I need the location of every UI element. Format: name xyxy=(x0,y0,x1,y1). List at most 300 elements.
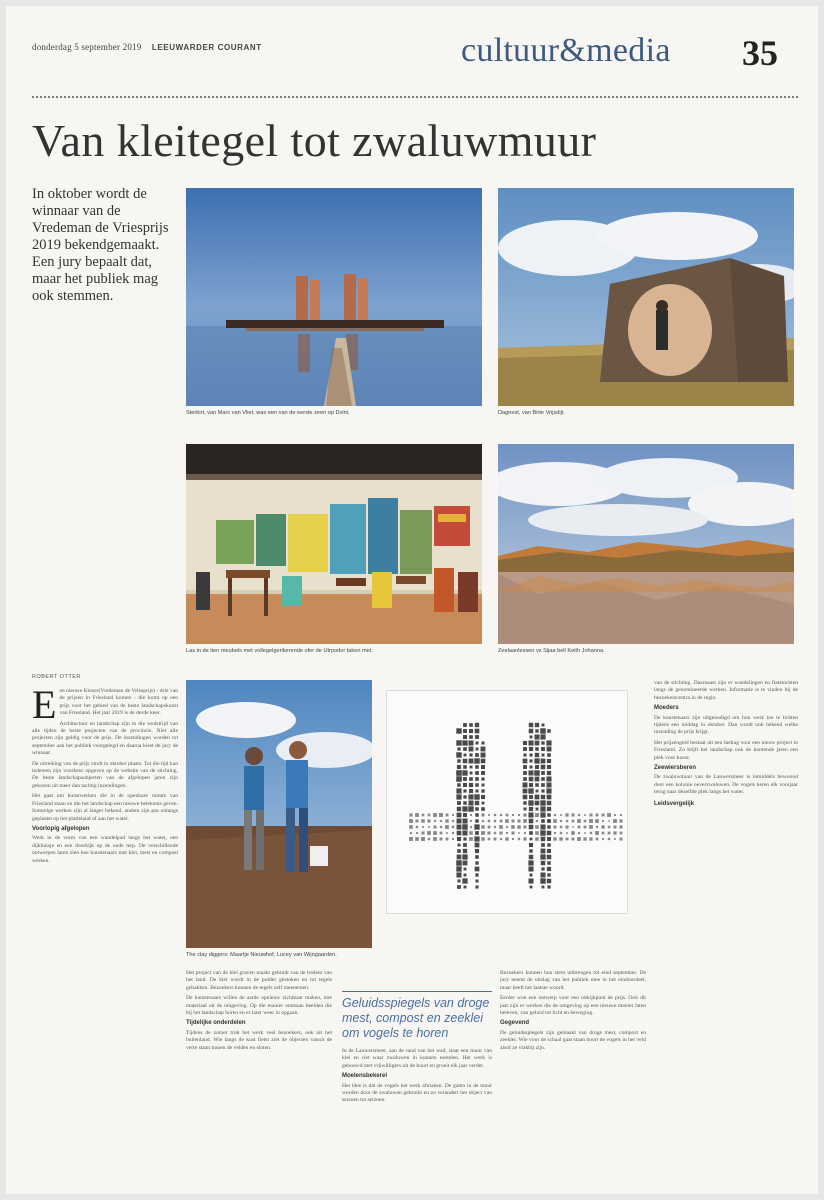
halftone-dot xyxy=(474,836,479,841)
halftone-dot xyxy=(462,824,467,829)
halftone-dot xyxy=(481,831,485,835)
halftone-dot xyxy=(482,820,484,822)
halftone-dot xyxy=(619,837,622,840)
halftone-dot xyxy=(462,740,467,745)
halftone-dot xyxy=(464,886,467,889)
halftone-dot xyxy=(511,825,515,829)
halftone-dot xyxy=(518,838,520,840)
halftone-dot xyxy=(475,819,478,822)
halftone-dot xyxy=(469,753,472,756)
halftone-dot xyxy=(523,801,526,804)
article-byline: ROBERT OTTER xyxy=(32,674,81,680)
column-paragraph: Het idee is dat de vogels het werk afmaken. De gaten in de muur worden door de zwaluwen gebruikt en zo verandert het object van seizoen tot seizoen. xyxy=(342,1082,492,1104)
column-paragraph: en nieuwe Kiezer(Vredeman de Vriesprijs) - drie van de prijzen in Friesland komen - die komt op een prijs voor het gebied van de beste landschapskunst van Friesland. Het jaar 2019 is de derde keer. xyxy=(59,688,178,717)
furniture-room-image xyxy=(186,444,482,644)
halftone-dot xyxy=(608,832,611,835)
halftone-dot xyxy=(481,753,486,758)
halftone-dot xyxy=(535,783,539,787)
halftone-dot xyxy=(500,820,503,823)
halftone-dot xyxy=(547,759,551,763)
halftone-dot xyxy=(488,814,490,816)
stone-wall-image xyxy=(498,188,794,406)
photo-halftone-figures xyxy=(386,690,628,914)
halftone-dot xyxy=(566,832,568,834)
halftone-dot xyxy=(535,801,540,806)
column-paragraph: De geluidsspiegels zijn gemaakt van droge mest, compost en zeeklei. Wie voor de schaal gaat staan hoort de vogels in het veld alsof ze vlakbij zijn. xyxy=(500,1029,646,1051)
column-paragraph: Het prijzengeld bestaat uit een bedrag voor een nieuw project in Friesland. Zo blijft het landschap ook de komende jaren een plek voor kunst. xyxy=(654,739,798,761)
halftone-dot xyxy=(547,801,552,806)
halftone-dot xyxy=(463,861,468,866)
halftone-dot xyxy=(524,832,526,834)
halftone-dot xyxy=(464,874,467,877)
halftone-dot xyxy=(595,819,599,823)
halftone-dot xyxy=(620,832,623,835)
halftone-dot xyxy=(433,831,437,835)
halftone-dot xyxy=(614,838,616,840)
halftone-dot xyxy=(482,802,485,805)
halftone-dot xyxy=(540,824,545,829)
halftone-dot xyxy=(542,724,545,727)
halftone-dot xyxy=(469,789,473,793)
halftone-dot xyxy=(469,747,474,752)
halftone-dot xyxy=(608,838,610,840)
halftone-dot xyxy=(554,826,557,829)
halftone-dot xyxy=(620,814,622,816)
photo-caption: Dagnest, van Birte Vrijsdijt. xyxy=(498,410,565,416)
halftone-dot xyxy=(589,819,593,823)
halftone-dot xyxy=(452,832,454,834)
section-title: cultuur&media xyxy=(461,32,671,69)
halftone-dot xyxy=(578,832,580,834)
masthead-dateline xyxy=(32,42,270,52)
halftone-dot xyxy=(547,867,551,871)
halftone-dot xyxy=(541,765,546,770)
halftone-dot xyxy=(540,728,545,733)
halftone-dot xyxy=(470,772,473,775)
halftone-dot xyxy=(523,771,527,775)
halftone-dot xyxy=(523,813,526,816)
halftone-dot xyxy=(602,814,605,817)
halftone-dot xyxy=(613,819,617,823)
halftone-dot xyxy=(512,838,514,840)
halftone-dot xyxy=(523,795,528,800)
halftone-dot xyxy=(523,753,526,756)
section-subhead: Zeewiersberen xyxy=(654,765,697,772)
column-paragraph: De uitreiking van de prijs vindt in oktober plaats. Tot die tijd kan iedereen zijn voorkeur opgeven op de website van de stichting. De beste landschapsobjecten van de afgelopen jaren zijn gekozen uit meer dan tachtig inzendingen. xyxy=(32,760,178,789)
halftone-dot xyxy=(469,801,474,806)
column-paragraph: Architectuur en landschap zijn in die wedstrijd van alle tijden de beste projecten van de provincie. Niet alle projecten zijn geldig voor de prijs. De inzendingen worden tot september aan het publiek voorgelegd en daarna kiest de jury de winnaar. xyxy=(32,720,178,757)
halftone-dot xyxy=(619,825,622,828)
halftone-dot xyxy=(601,825,604,828)
halftone-dot xyxy=(547,861,551,865)
halftone-dot xyxy=(468,806,473,811)
halftone-dot xyxy=(464,754,467,757)
halftone-dot xyxy=(608,820,610,822)
column-paragraph: Tijdens de zomer trok het werk veel bezoekers, ook uit het buitenland. Wie langs de kust fietst ziet de objecten vanuit de verte staan tussen de velden en sloten. xyxy=(186,1029,332,1051)
halftone-dot xyxy=(481,825,484,828)
article-column-5 xyxy=(654,680,798,1178)
halftone-dot xyxy=(559,837,562,840)
halftone-dot xyxy=(547,873,550,876)
halftone-dot xyxy=(540,878,545,883)
halftone-dot xyxy=(541,741,544,744)
halftone-dot xyxy=(469,783,473,787)
halftone-dot xyxy=(457,831,462,836)
halftone-dot xyxy=(463,849,467,853)
halftone-dot xyxy=(535,777,540,782)
halftone-dot xyxy=(446,814,449,817)
halftone-dot xyxy=(506,826,508,828)
halftone-dot xyxy=(534,758,539,763)
halftone-dot xyxy=(547,879,551,883)
clay-diggers-image xyxy=(186,680,372,948)
halftone-dot xyxy=(614,814,616,816)
halftone-dot xyxy=(476,748,479,751)
newspaper-brand: LEEUWARDER COURANT xyxy=(151,43,262,52)
halftone-dot xyxy=(547,771,551,775)
halftone-dot xyxy=(433,825,436,828)
halftone-dot xyxy=(463,813,467,817)
halftone-dot xyxy=(547,819,551,823)
halftone-dot xyxy=(547,843,550,846)
halftone-dot xyxy=(410,832,412,834)
halftone-dot xyxy=(540,854,545,859)
halftone-dot xyxy=(547,753,551,757)
halftone-dot xyxy=(534,734,539,739)
halftone-dot xyxy=(469,759,474,764)
halftone-dot xyxy=(578,826,581,829)
column-paragraph: Werk in de vorm van een wandelpad langs het water, een dijkhuisje en een doorkijk op de oude terp. De verschillende ontwerpen laten zien hoe kunstenaars met klei, mest en compost werken. xyxy=(32,835,178,864)
halftone-dot xyxy=(541,867,544,870)
halftone-dot xyxy=(566,838,569,841)
halftone-dot xyxy=(554,832,556,834)
halftone-dot xyxy=(602,820,604,822)
halftone-dot xyxy=(458,844,461,847)
halftone-dot xyxy=(577,837,581,841)
halftone-dot xyxy=(528,800,533,805)
halftone-dot xyxy=(446,838,449,841)
halftone-dot xyxy=(547,885,550,888)
halftone-dot xyxy=(422,826,424,828)
halftone-dot xyxy=(565,825,568,828)
column-paragraph: De kunstenaars zijn uitgenodigd om hun werk toe te lichten tijdens een middag in oktober. Dan wordt ook bekend welke inzending de prijs krijgt. xyxy=(654,714,798,736)
halftone-dot xyxy=(584,832,586,834)
halftone-dot xyxy=(474,794,479,799)
halftone-dot xyxy=(421,837,425,841)
halftone-dot xyxy=(409,837,413,841)
halftone-dot xyxy=(494,832,496,834)
halftone-dot xyxy=(474,758,479,763)
halftone-dot xyxy=(499,825,503,829)
halftone-dot xyxy=(512,814,514,816)
halftone-dot xyxy=(542,886,545,889)
halftone-dot xyxy=(590,832,592,834)
halftone-dot xyxy=(475,807,479,811)
section-subhead: Tijdelijke onderdelen xyxy=(186,1020,246,1027)
halftone-dot xyxy=(518,832,520,834)
photo-clay-diggers xyxy=(186,680,372,948)
halftone-dot xyxy=(481,759,486,764)
halftone-dot xyxy=(464,868,467,871)
halftone-dot xyxy=(488,826,491,829)
halftone-dot xyxy=(529,795,533,799)
halftone-dot xyxy=(523,807,526,810)
halftone-dot xyxy=(540,806,545,811)
halftone-dot xyxy=(457,765,461,769)
halftone-dot xyxy=(481,807,485,811)
halftone-dot xyxy=(470,826,472,828)
halftone-dot xyxy=(529,849,532,852)
halftone-dot xyxy=(540,872,545,877)
halftone-dot xyxy=(428,814,431,817)
halftone-dot xyxy=(547,837,551,841)
halftone-dot xyxy=(452,820,454,822)
halftone-dot xyxy=(536,820,538,822)
halftone-dot xyxy=(456,752,461,757)
halftone-dot xyxy=(535,729,538,732)
halftone-dot xyxy=(530,736,533,739)
photo-caption: Sterbirt, van Marc van Vliet, was een van de eerste zeen op Dvini. xyxy=(186,410,350,416)
reflection-landscape-image xyxy=(498,444,794,644)
halftone-dot xyxy=(463,759,468,764)
halftone-dot xyxy=(541,747,545,751)
halftone-dot xyxy=(481,837,485,841)
halftone-dot xyxy=(475,777,479,781)
halftone-dot xyxy=(415,813,419,817)
halftone-dot xyxy=(578,814,580,816)
halftone-dot xyxy=(488,820,491,823)
halftone-dot xyxy=(522,782,527,787)
halftone-dot xyxy=(481,795,485,799)
halftone-dot xyxy=(463,837,466,840)
halftone-dot xyxy=(528,740,533,745)
halftone-dot xyxy=(584,826,587,829)
halftone-dot xyxy=(523,759,528,764)
halftone-dot xyxy=(524,826,527,829)
halftone-dot xyxy=(469,729,473,733)
section-subhead: Moelensbekerel xyxy=(342,1073,388,1080)
halftone-dot xyxy=(529,759,532,762)
halftone-dot xyxy=(571,831,575,835)
halftone-dot xyxy=(554,814,556,816)
halftone-dot xyxy=(547,747,552,752)
halftone-dot xyxy=(500,838,502,840)
halftone-dot xyxy=(535,747,539,751)
halftone-dot xyxy=(475,831,479,835)
halftone-dot xyxy=(536,790,539,793)
halftone-dot xyxy=(547,831,551,835)
halftone-dot xyxy=(457,879,460,882)
halftone-dot xyxy=(607,813,611,817)
halftone-dot xyxy=(457,837,461,841)
halftone-dot xyxy=(541,771,545,775)
halftone-figures-image xyxy=(387,691,627,913)
halftone-dot xyxy=(468,794,473,799)
halftone-dot xyxy=(456,770,462,776)
halftone-dot xyxy=(589,837,592,840)
halftone-dot xyxy=(463,747,467,751)
halftone-dot xyxy=(456,776,462,782)
pull-quote: Geluidsspiegels van droge mest, compost en zeeklei om vogels te horen xyxy=(342,991,492,1041)
column-paragraph: Bezoekers kunnen hun stem uitbrengen tot eind september. De jury neemt de uitslag van het publiek mee in het eindoordeel, maar heeft het laatste woord. xyxy=(500,970,646,991)
section-subhead: Moeders xyxy=(654,705,679,712)
halftone-dot xyxy=(560,832,562,834)
article-column-1 xyxy=(32,688,178,1178)
halftone-dot xyxy=(535,831,539,835)
halftone-dot xyxy=(535,741,540,746)
halftone-dot xyxy=(463,801,467,805)
halftone-dot xyxy=(546,776,551,781)
halftone-dot xyxy=(481,771,485,775)
halftone-dot xyxy=(523,741,527,745)
halftone-dot xyxy=(475,783,478,786)
halftone-dot xyxy=(462,806,467,811)
halftone-dot xyxy=(409,813,412,816)
halftone-dot xyxy=(608,826,611,829)
halftone-dot xyxy=(602,832,605,835)
halftone-dot xyxy=(470,820,472,822)
halftone-dot xyxy=(529,825,534,830)
halftone-dot xyxy=(463,795,466,798)
column-paragraph: Eerder won een ontwerp voor een uitkijkpunt de prijs. Ook dit jaar zijn er werken die de omgeving op een nieuwe manier laten beleven, van geluid tot licht en beweging. xyxy=(500,995,646,1017)
halftone-dot xyxy=(529,843,533,847)
halftone-dot xyxy=(409,819,413,823)
halftone-dot xyxy=(529,753,532,756)
halftone-dot xyxy=(470,814,472,816)
halftone-dot xyxy=(456,866,461,871)
halftone-dot xyxy=(494,826,496,828)
halftone-dot xyxy=(494,814,496,816)
halftone-dot xyxy=(523,765,527,769)
column-paragraph: Het project van de klei graven maakt gebruik van de bodem van het land. De klei wordt in de polder gestoken en tot tegels gebakken. Bezoekers kunnen de tegels zelf meenemen. xyxy=(186,970,332,991)
halftone-dot xyxy=(463,783,467,787)
halftone-dot xyxy=(463,777,467,781)
halftone-dot xyxy=(583,837,586,840)
halftone-dot xyxy=(523,819,527,823)
halftone-dot xyxy=(475,867,480,872)
halftone-dot xyxy=(469,837,473,841)
halftone-dot xyxy=(452,826,455,829)
halftone-dot xyxy=(434,820,436,822)
halftone-dot xyxy=(584,820,587,823)
halftone-dot xyxy=(415,837,419,841)
photo-reflection-landscape xyxy=(498,444,794,644)
photo-furniture-room xyxy=(186,444,482,644)
halftone-dot xyxy=(512,820,515,823)
column-paragraph: In de Lauwersmeer, aan de rand van het wad, staat een muur van klei en riet waar zwaluwen in kunnen nestelen. Het werk is gebouwd met vrijwilligers uit de buurt en groeit elk jaar verder. xyxy=(342,1048,492,1069)
halftone-dot xyxy=(428,826,430,828)
halftone-dot xyxy=(475,813,478,816)
halftone-dot xyxy=(463,843,467,847)
article-headline: Van kleitegel tot zwaluwmuur xyxy=(32,115,597,166)
halftone-dot xyxy=(529,807,533,811)
halftone-dot xyxy=(475,843,480,848)
halftone-dot xyxy=(475,849,479,853)
halftone-dot xyxy=(530,874,533,877)
halftone-dot xyxy=(474,824,479,829)
halftone-dot xyxy=(462,878,467,883)
halftone-dot xyxy=(439,813,443,817)
halftone-dot xyxy=(517,825,520,828)
halftone-dot xyxy=(572,826,574,828)
halftone-dot xyxy=(457,855,462,860)
halftone-dot xyxy=(481,789,484,792)
halftone-dot xyxy=(469,723,473,727)
column-paragraph: De kunstenaars willen de aarde opnieuw zichtbaar maken, met materiaal uit de omgeving. Op die manier ontstaan beelden die bij het landschap horen en er later weer in opgaan. xyxy=(186,995,332,1017)
halftone-dot xyxy=(541,819,545,823)
halftone-dot xyxy=(535,753,539,757)
halftone-dot xyxy=(535,813,539,817)
column-paragraph: van de stichting. Daarnaast zijn er wandelingen en fietstochten langs de genomineerde werken. Informatie is te vinden bij de bezoekerscentra in de regio. xyxy=(654,680,798,701)
halftone-dot xyxy=(452,838,454,840)
article-signoff: Leidsvergelijk xyxy=(654,800,695,807)
halftone-dot xyxy=(481,813,484,816)
halftone-dot xyxy=(547,795,552,800)
halftone-dot xyxy=(560,820,562,822)
halftone-dot xyxy=(500,814,502,816)
halftone-dot xyxy=(463,831,468,836)
halftone-dot xyxy=(528,878,533,883)
halftone-dot xyxy=(499,831,502,834)
page-number: 35 xyxy=(742,33,778,73)
article-column-3 xyxy=(342,1048,492,1178)
halftone-dot xyxy=(481,777,484,780)
header-divider xyxy=(32,96,798,98)
halftone-dot xyxy=(457,747,460,750)
halftone-dot xyxy=(589,825,593,829)
halftone-dot xyxy=(457,783,461,787)
halftone-dot xyxy=(529,771,534,776)
halftone-dot xyxy=(482,784,485,787)
halftone-dot xyxy=(456,794,461,799)
halftone-dot xyxy=(445,825,449,829)
halftone-dot xyxy=(553,819,557,823)
halftone-dot xyxy=(535,825,539,829)
halftone-dot xyxy=(529,765,532,768)
halftone-dot xyxy=(475,801,479,805)
halftone-dot xyxy=(469,831,473,835)
halftone-dot xyxy=(523,789,528,794)
halftone-dot xyxy=(572,838,575,841)
halftone-dot xyxy=(505,819,509,823)
halftone-dot xyxy=(456,740,461,745)
halftone-dot xyxy=(542,754,545,757)
halftone-dot xyxy=(505,837,508,840)
halftone-dot xyxy=(463,765,467,769)
halftone-dot xyxy=(571,813,574,816)
drop-cap: E xyxy=(32,688,57,727)
halftone-dot xyxy=(463,729,467,733)
halftone-dot xyxy=(440,832,443,835)
halftone-dot xyxy=(422,814,425,817)
halftone-dot xyxy=(541,837,546,842)
newspaper-page xyxy=(6,6,818,1194)
halftone-dot xyxy=(494,820,496,822)
halftone-dot xyxy=(457,759,460,762)
halftone-dot xyxy=(619,819,622,822)
halftone-dot xyxy=(547,849,551,853)
halftone-dot xyxy=(457,849,461,853)
halftone-dot xyxy=(540,734,545,739)
halftone-dot xyxy=(487,831,490,834)
halftone-dot xyxy=(517,819,520,822)
halftone-dot xyxy=(440,826,442,828)
halftone-dot xyxy=(428,838,431,841)
halftone-dot xyxy=(536,808,539,811)
halftone-dot xyxy=(462,770,467,775)
halftone-dot xyxy=(602,838,604,840)
halftone-dot xyxy=(457,825,462,830)
